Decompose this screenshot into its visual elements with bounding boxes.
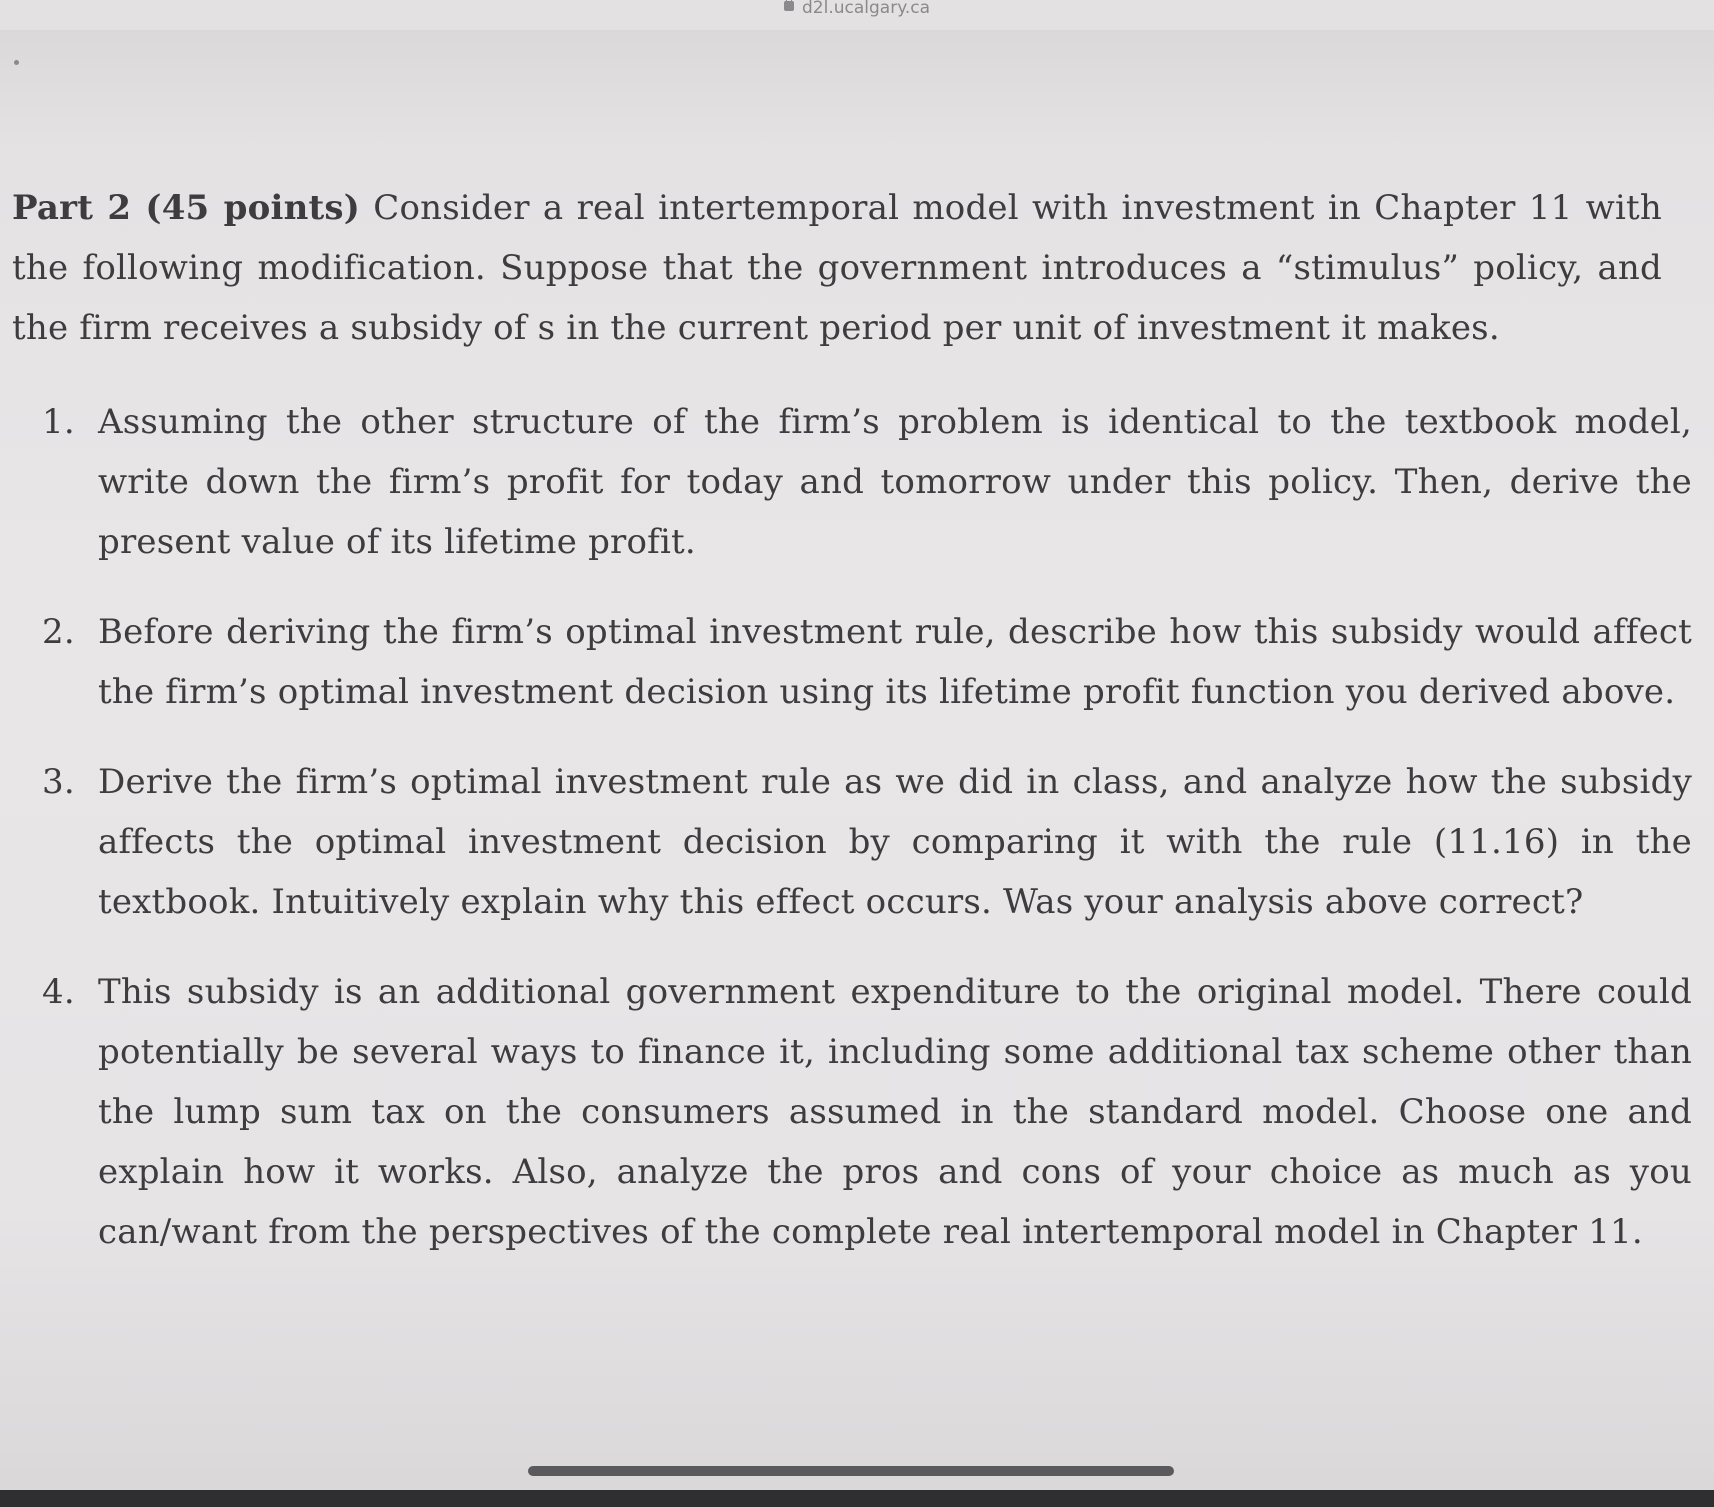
lock-icon: [784, 1, 794, 11]
address-bar[interactable]: [0, 0, 1714, 16]
question-text: Assuming the other structure of the firm’s problem is identical to the textbook model, write down the firm’s profit for today and tomorrow under this policy. Then, derive the present value of its lifetime profit.: [98, 402, 1692, 562]
question-number: 3.: [42, 762, 75, 802]
question-text: Before deriving the firm’s optimal investment rule, describe how this subsidy would affect the firm’s optimal investment decision using its lifetime profit function you derived above.: [98, 612, 1692, 712]
question-item: [12, 962, 1692, 1262]
question-item: [12, 602, 1692, 722]
intro-text: Consider a real intertemporal model with investment in Chapter 11 with the following modification. Suppose that the government introduces a “stimulus” policy, and the firm receives a subsidy of s in the current period per unit of investment it makes.: [12, 188, 1662, 348]
url-text: d2l.ucalgary.ca: [802, 0, 930, 18]
question-item: [12, 752, 1692, 932]
question-item: [12, 392, 1692, 572]
question-number: 2.: [42, 612, 75, 652]
question-text: Derive the firm’s optimal investment rule as we did in class, and analyze how the subsidy affects the optimal investment decision by comparing it with the rule (11.16) in the textbook. Intuitively explain why this effect occurs. Was your analysis above correct?: [98, 762, 1692, 922]
document-content: [12, 178, 1692, 1292]
question-number: 4.: [42, 972, 75, 1012]
back-icon[interactable]: [14, 60, 19, 65]
question-list: [12, 392, 1692, 1262]
part-intro: [12, 178, 1692, 358]
question-text: This subsidy is an additional government expenditure to the original model. There could potentially be several ways to finance it, including some additional tax scheme other than the lump sum tax on the consumers assumed in the standard model. Choose one and explain how it works. Also, analyze the pros and cons of your choice as much as you can/want from the perspectives of the complete real intertemporal model in Chapter 11.: [98, 972, 1692, 1252]
screen-bottom-edge: [0, 1490, 1714, 1507]
question-number: 1.: [42, 402, 75, 442]
part-heading: Part 2 (45 points): [12, 188, 361, 228]
home-indicator[interactable]: [528, 1466, 1174, 1476]
